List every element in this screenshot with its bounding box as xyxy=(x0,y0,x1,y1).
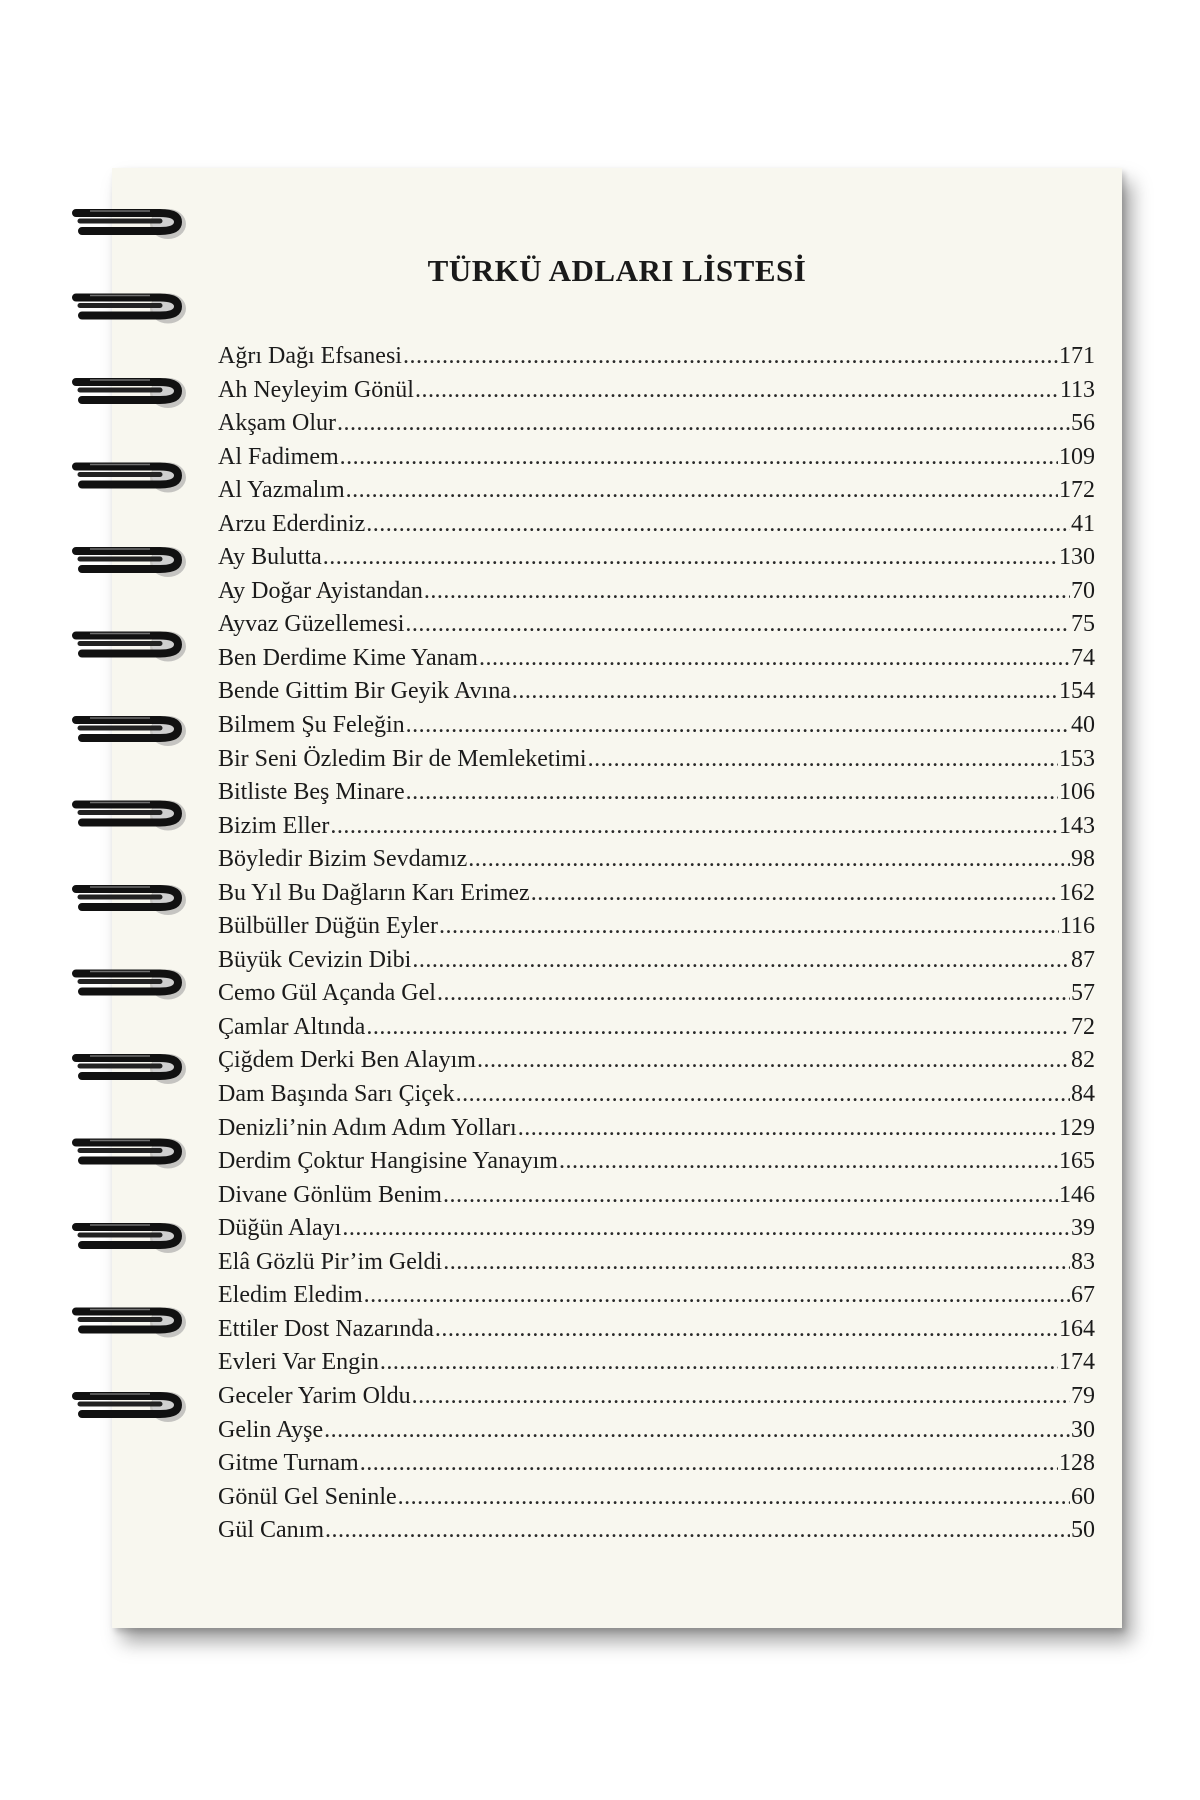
dot-leader xyxy=(406,779,1058,806)
spiral-ring xyxy=(76,1392,186,1422)
dot-leader xyxy=(439,913,1059,940)
page-number: 70 xyxy=(1071,577,1095,604)
list-item xyxy=(218,779,1095,813)
list-item xyxy=(218,1349,1095,1383)
song-title: Arzu Ederdiniz xyxy=(218,510,366,537)
dot-leader xyxy=(398,1484,1070,1511)
spiral-ring xyxy=(76,970,186,1000)
page-number: 74 xyxy=(1071,644,1095,671)
song-title: Ben Derdime Kime Yanam xyxy=(218,644,478,671)
song-title: Gitme Turnam xyxy=(218,1450,359,1477)
song-title: Gül Canım xyxy=(218,1517,324,1544)
page-number: 75 xyxy=(1071,611,1095,638)
dot-leader xyxy=(531,880,1058,907)
dot-leader xyxy=(340,444,1058,471)
song-title: Ay Bulutta xyxy=(218,544,322,571)
list-item xyxy=(218,880,1095,914)
song-title: Denizli’nin Adım Adım Yolları xyxy=(218,1114,517,1141)
dot-leader xyxy=(479,645,1070,672)
song-title: Ay Doğar Ayistandan xyxy=(218,577,423,604)
page-number: 67 xyxy=(1071,1282,1095,1309)
dot-leader xyxy=(366,511,1070,538)
page-number: 116 xyxy=(1059,913,1095,940)
page-number: 174 xyxy=(1059,1349,1095,1376)
page-number: 113 xyxy=(1059,376,1095,403)
song-title: Ayvaz Güzellemesi xyxy=(218,611,405,638)
dot-leader xyxy=(415,377,1059,404)
page-number: 171 xyxy=(1059,343,1095,369)
page-number: 56 xyxy=(1071,410,1095,437)
song-title: Bir Seni Özledim Bir de Memleketimi xyxy=(218,745,587,772)
list-item xyxy=(218,1517,1095,1551)
song-title: Cemo Gül Açanda Gel xyxy=(218,980,436,1007)
spiral-ring xyxy=(76,885,186,915)
spiral-ring xyxy=(76,209,186,239)
page-number: 172 xyxy=(1059,477,1095,504)
list-item xyxy=(218,913,1095,947)
list-item xyxy=(218,1014,1095,1048)
page-number: 129 xyxy=(1059,1114,1095,1141)
spiral-ring xyxy=(76,1223,186,1253)
dot-leader xyxy=(325,1517,1070,1544)
list-item xyxy=(218,343,1095,377)
list-item xyxy=(218,544,1095,578)
page-number: 109 xyxy=(1059,443,1095,470)
dot-leader xyxy=(342,1215,1070,1242)
dot-leader xyxy=(364,1282,1070,1309)
list-item xyxy=(218,410,1095,444)
dot-leader xyxy=(380,1349,1058,1376)
spiral-ring xyxy=(76,1308,186,1338)
page-number: 57 xyxy=(1071,980,1095,1007)
list-item xyxy=(218,1316,1095,1350)
dot-leader xyxy=(559,1148,1058,1175)
list-item xyxy=(218,1215,1095,1249)
list-item xyxy=(218,1282,1095,1316)
page-number: 41 xyxy=(1071,510,1095,537)
list-item xyxy=(218,1417,1095,1451)
list-item xyxy=(218,678,1095,712)
page-number: 60 xyxy=(1071,1483,1095,1510)
song-title: Bizim Eller xyxy=(218,812,330,839)
song-title: Elâ Gözlü Pir’im Geldi xyxy=(218,1248,443,1275)
dot-leader xyxy=(443,1182,1058,1209)
song-title: Böyledir Bizim Sevdamız xyxy=(218,846,468,873)
list-item xyxy=(218,377,1095,411)
page-number: 143 xyxy=(1059,812,1095,839)
song-title: Ağrı Dağı Efsanesi xyxy=(218,343,402,369)
list-item xyxy=(218,1182,1095,1216)
dot-leader xyxy=(405,611,1070,638)
list-item xyxy=(218,511,1095,545)
spiral-ring xyxy=(76,463,186,493)
page-number: 84 xyxy=(1071,1081,1095,1108)
song-title: Bitliste Beş Minare xyxy=(218,779,405,806)
page-number: 79 xyxy=(1071,1382,1095,1409)
dot-leader xyxy=(468,846,1070,873)
song-title: Ettiler Dost Nazarında xyxy=(218,1315,434,1342)
song-title: Gönül Gel Seninle xyxy=(218,1483,397,1510)
song-title: Derdim Çoktur Hangisine Yanayım xyxy=(218,1148,558,1175)
list-item xyxy=(218,1115,1095,1149)
page-number: 128 xyxy=(1059,1450,1095,1477)
list-item xyxy=(218,947,1095,981)
song-title: Çiğdem Derki Ben Alayım xyxy=(218,1047,476,1074)
song-title: Bu Yıl Bu Dağların Karı Erimez xyxy=(218,879,530,906)
song-title: Al Yazmalım xyxy=(218,477,345,504)
dot-leader xyxy=(443,1249,1070,1276)
page-number: 130 xyxy=(1059,544,1095,571)
dot-leader xyxy=(435,1316,1058,1343)
song-title: Ah Neyleyim Gönül xyxy=(218,376,414,403)
list-item xyxy=(218,477,1095,511)
spiral-ring xyxy=(76,716,186,746)
dot-leader xyxy=(323,544,1058,571)
list-item xyxy=(218,1249,1095,1283)
song-title: Gelin Ayşe xyxy=(218,1416,324,1443)
list-item xyxy=(218,444,1095,478)
page-number: 87 xyxy=(1071,946,1095,973)
song-title: Divane Gönlüm Benim xyxy=(218,1181,442,1208)
spiral-ring xyxy=(76,801,186,831)
list-item xyxy=(218,645,1095,679)
list-item xyxy=(218,1047,1095,1081)
spiral-ring xyxy=(76,1054,186,1084)
spiral-ring xyxy=(76,294,186,324)
dot-leader xyxy=(366,1014,1070,1041)
dot-leader xyxy=(518,1115,1058,1142)
dot-leader xyxy=(588,746,1058,773)
song-title: Geceler Yarim Oldu xyxy=(218,1382,411,1409)
list-item xyxy=(218,980,1095,1014)
list-item xyxy=(218,1148,1095,1182)
page-number: 146 xyxy=(1059,1181,1095,1208)
list-item xyxy=(218,1484,1095,1518)
spiral-ring xyxy=(76,1139,186,1169)
song-title: Büyük Cevizin Dibi xyxy=(218,946,412,973)
page-number: 153 xyxy=(1059,745,1095,772)
dot-leader xyxy=(346,477,1058,504)
page-number: 50 xyxy=(1071,1517,1095,1544)
dot-leader xyxy=(403,343,1058,370)
song-title: Düğün Alayı xyxy=(218,1215,342,1242)
notebook-page xyxy=(112,168,1122,1628)
dot-leader xyxy=(324,1417,1070,1444)
dot-leader xyxy=(424,578,1070,605)
dot-leader xyxy=(477,1047,1070,1074)
list-item xyxy=(218,611,1095,645)
song-title: Evleri Var Engin xyxy=(218,1349,379,1376)
dot-leader xyxy=(330,813,1058,840)
song-title: Bülbüller Düğün Eyler xyxy=(218,913,438,940)
list-item xyxy=(218,746,1095,780)
song-title: Bende Gittim Bir Geyik Avına xyxy=(218,678,511,705)
dot-leader xyxy=(412,1383,1070,1410)
page-number: 82 xyxy=(1071,1047,1095,1074)
spiral-ring xyxy=(76,378,186,408)
page-number: 83 xyxy=(1071,1248,1095,1275)
list-item xyxy=(218,1450,1095,1484)
list-item xyxy=(218,578,1095,612)
song-title-list xyxy=(218,343,1095,1551)
list-item xyxy=(218,846,1095,880)
list-item xyxy=(218,1081,1095,1115)
dot-leader xyxy=(412,947,1070,974)
spiral-ring xyxy=(76,632,186,662)
page-number: 40 xyxy=(1071,712,1095,739)
page-number: 30 xyxy=(1071,1416,1095,1443)
dot-leader xyxy=(406,712,1070,739)
page-title: TÜRKÜ ADLARI LİSTESİ xyxy=(427,253,807,288)
list-item xyxy=(218,1383,1095,1417)
page-number: 72 xyxy=(1071,1013,1095,1040)
page-number: 39 xyxy=(1071,1215,1095,1242)
dot-leader xyxy=(456,1081,1070,1108)
list-item xyxy=(218,712,1095,746)
page-number: 154 xyxy=(1059,678,1095,705)
dot-leader xyxy=(512,678,1058,705)
song-title: Al Fadimem xyxy=(218,443,339,470)
song-title: Bilmem Şu Feleğin xyxy=(218,712,405,739)
spiral-binding xyxy=(0,0,200,1800)
page-number: 98 xyxy=(1071,846,1095,873)
page-number: 106 xyxy=(1059,779,1095,806)
song-title: Çamlar Altında xyxy=(218,1013,366,1040)
list-item xyxy=(218,813,1095,847)
page-number: 162 xyxy=(1059,879,1095,906)
song-title: Eledim Eledim xyxy=(218,1282,363,1309)
song-title: Dam Başında Sarı Çiçek xyxy=(218,1081,455,1108)
spiral-ring xyxy=(76,547,186,577)
dot-leader xyxy=(437,980,1070,1007)
dot-leader xyxy=(337,410,1070,437)
page-number: 165 xyxy=(1059,1148,1095,1175)
dot-leader xyxy=(360,1450,1058,1477)
page-number: 164 xyxy=(1059,1315,1095,1342)
song-title: Akşam Olur xyxy=(218,410,336,437)
